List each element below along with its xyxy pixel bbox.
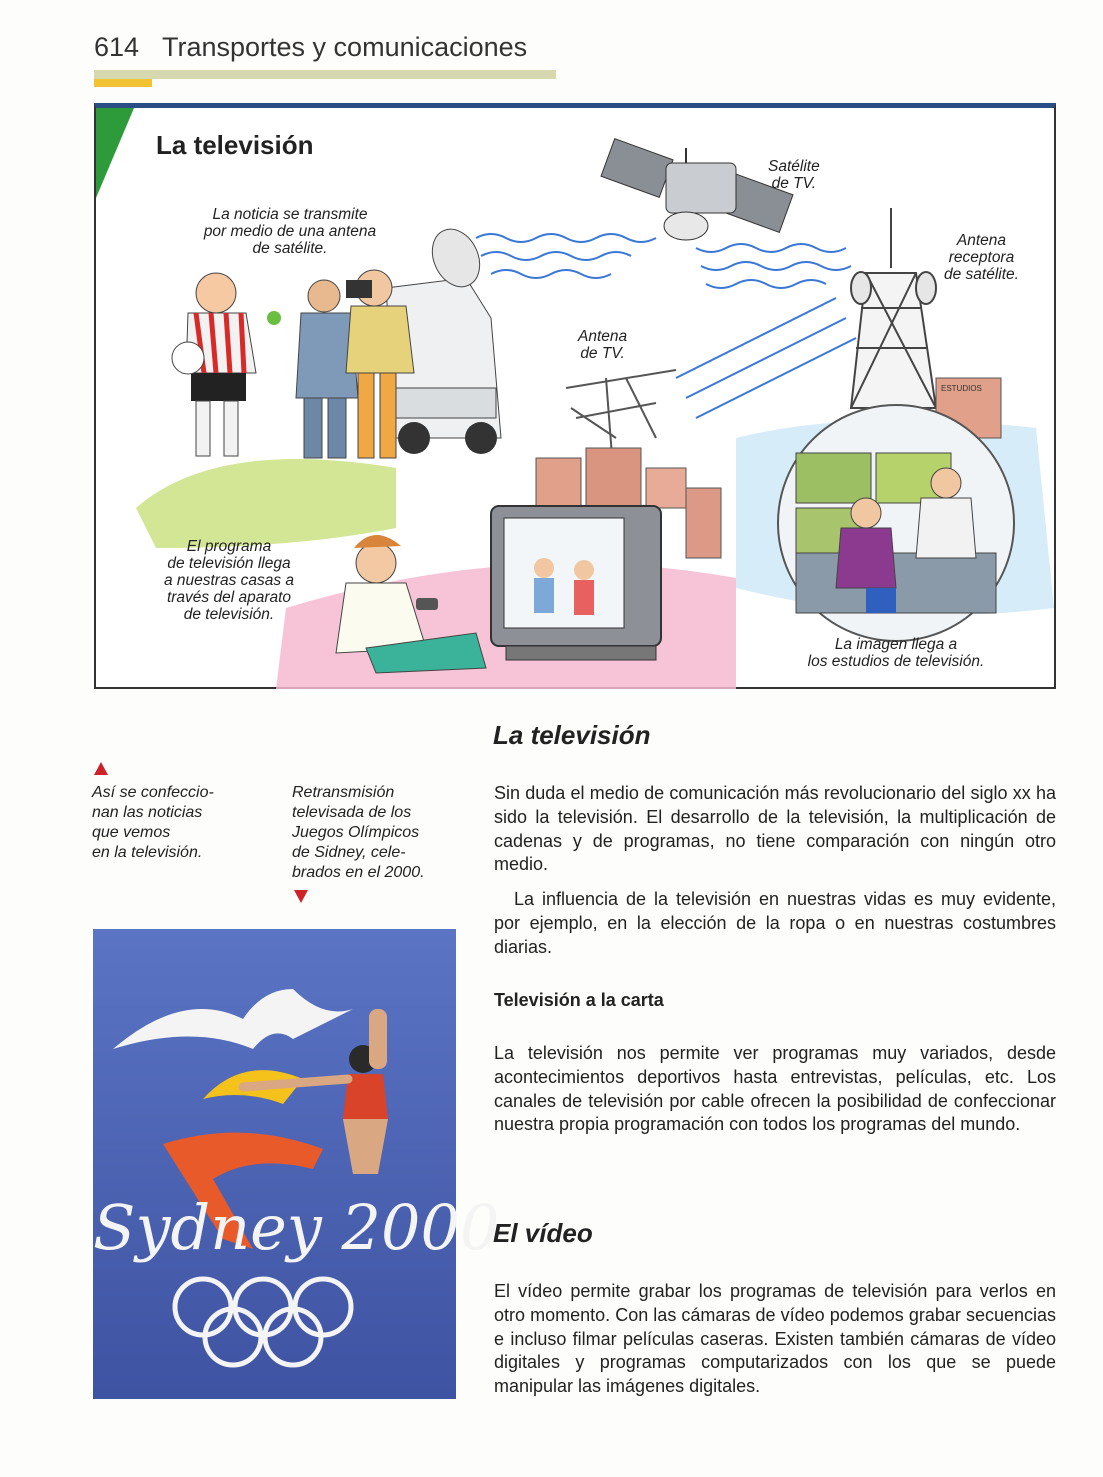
caption-studio: La imagen llega a los estudios de televisión. xyxy=(807,636,985,670)
header-bar xyxy=(94,70,556,79)
television-icon xyxy=(491,506,661,660)
caption-triangle-up xyxy=(94,762,108,775)
infographic-title: La televisión xyxy=(156,130,314,160)
heading-video: El vídeo xyxy=(493,1218,593,1248)
caption-satellite: Satélite de TV. xyxy=(768,158,820,192)
caption-news: Así se confeccio- nan las noticias que vemos en la televisión. xyxy=(92,784,214,861)
caption-program: El programa de televisión llega a nuestras casas a través del aparato de televisión. xyxy=(163,538,295,623)
heading-television: La televisión xyxy=(493,720,651,750)
paragraph-tv-1: Sin duda el medio de comunicación más revolucionario del siglo xx ha sido la televisión. El desarrollo de la televisión, la multiplicación de cadenas y de programas, no tiene comparación con ningún otro medio. xyxy=(494,783,1056,875)
studio-sign: ESTUDIOS xyxy=(941,384,982,393)
page-number: 614 xyxy=(94,32,140,62)
header-accent xyxy=(94,79,152,87)
signal-waves xyxy=(476,234,856,418)
football-player-icon xyxy=(172,273,256,456)
caption-receiver: Antena receptora de satélite. xyxy=(944,232,1019,283)
caption-tv-antenna: Antena de TV. xyxy=(578,328,628,362)
tv-studio-icon xyxy=(778,405,1014,641)
section-title: Transportes y comunicaciones xyxy=(162,32,528,62)
sydney-logo-text: Sydney 2000 xyxy=(93,1191,500,1264)
grass-area xyxy=(136,459,396,548)
corner-triangle xyxy=(96,108,134,198)
caption-olympics: Retransmisión televisada de los Juegos Olímpicos de Sidney, cele- brados en el 2000. xyxy=(292,784,425,881)
subheading-tv-carta: Televisión a la carta xyxy=(494,990,664,1010)
sydney-2000-photo xyxy=(93,929,500,1399)
paragraph-tv-2: La influencia de la televisión en nuestras vidas es muy evidente, por ejemplo, en la elección de la ropa o en nuestras costumbres diarias. xyxy=(494,889,1056,957)
paragraph-carta: La televisión nos permite ver programas muy variados, desde acontecimientos deportivos hasta entrevistas, películas, etc. Los canales de televisión por cable ofrecen la posibilidad de confeccionar nuestra propia programación con todos los programas del mundo. xyxy=(494,1043,1056,1135)
satellite-icon xyxy=(601,139,793,240)
paragraph-video: El vídeo permite grabar los programas de televisión para verlos en otro momento. Con las cámaras de vídeo podemos grabar secuencias e incluso filmar películas caseras. Existen también cámaras de vídeo digitales y programas computarizados con los que se puede manipular las imágenes digitales. xyxy=(494,1281,1056,1397)
reporter-icon xyxy=(267,280,358,458)
receiver-tower-icon xyxy=(851,208,936,408)
caption-transmit: La noticia se transmite por medio de una antena de satélite. xyxy=(203,206,377,257)
tv-infographic xyxy=(94,103,1056,689)
caption-triangle-down xyxy=(294,890,308,903)
